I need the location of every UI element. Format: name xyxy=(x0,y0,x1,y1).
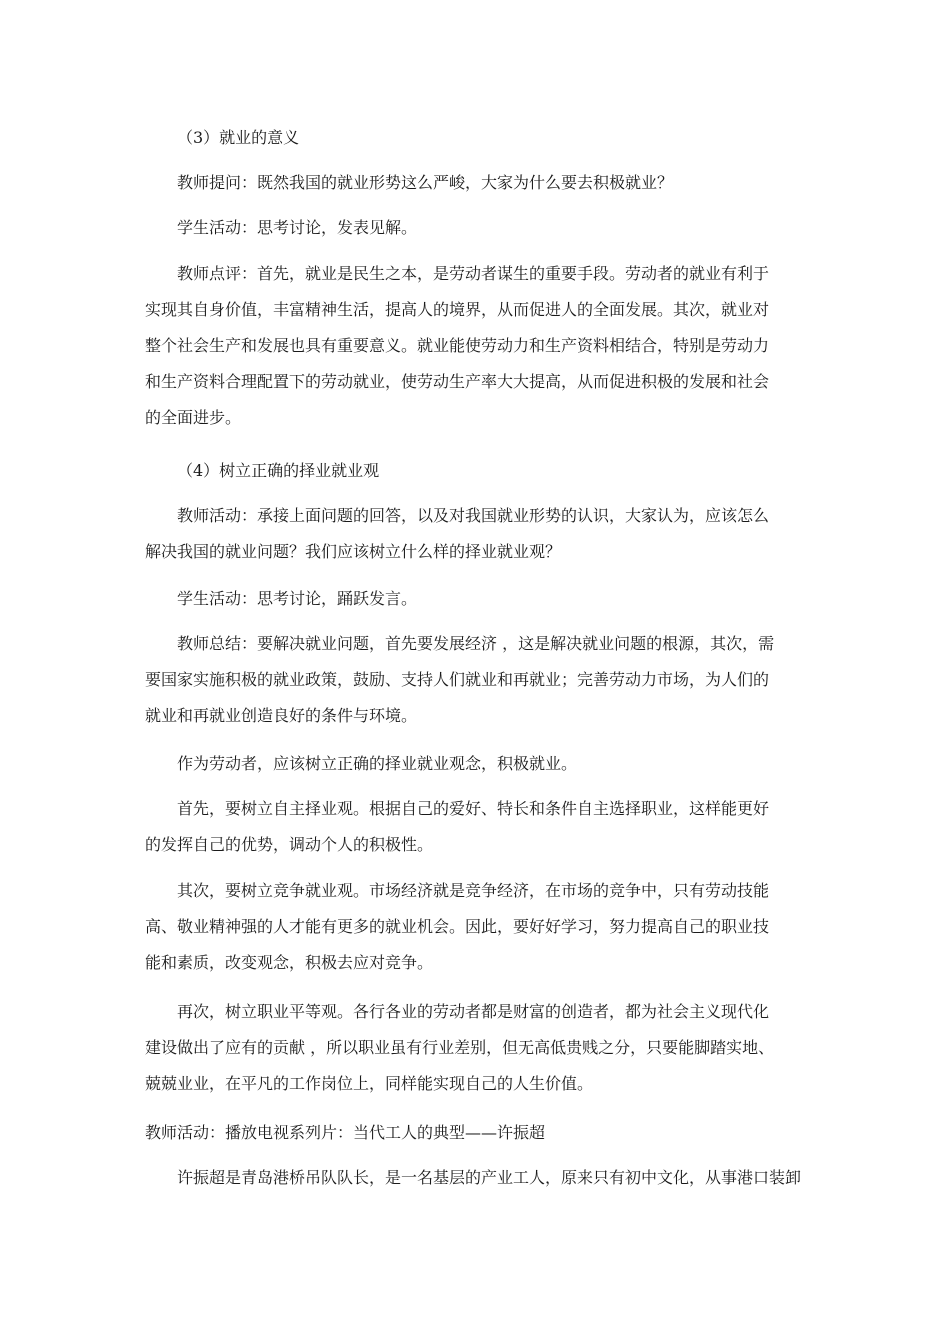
equality-paragraph xyxy=(145,994,805,1102)
text-line: 实现其自身价值，丰富精神生活，提高人的境界，从而促进人的全面发展。其次，就业对 xyxy=(145,300,770,319)
text-line: 高、敬业精神强的人才能有更多的就业机会。因此，要好好学习，努力提高自己的职业技 xyxy=(145,917,770,936)
self-choice-paragraph xyxy=(145,791,805,863)
text-line: （4）树立正确的择业就业观 xyxy=(177,461,380,480)
text-line: 要国家实施积极的就业政策，鼓励、支持人们就业和再就业；完善劳动力市场，为人们的 xyxy=(145,670,770,689)
text-line: 再次，树立职业平等观。各行各业的劳动者都是财富的创造者，都为社会主义现代化 xyxy=(177,1002,770,1021)
text-line: 兢兢业业，在平凡的工作岗位上，同样能实现自己的人生价值。 xyxy=(145,1074,594,1093)
text-line: 建设做出了应有的贡献 ，所以职业虽有行业差别，但无高低贵贱之分，只要能脚踏实地、 xyxy=(145,1038,775,1057)
text-line: 和生产资料合理配置下的劳动就业，使劳动生产率大大提高，从而促进积极的发展和社会 xyxy=(145,372,770,391)
text-line: 作为劳动者，应该树立正确的择业就业观念，积极就业。 xyxy=(177,754,578,773)
text-line: 教师点评：首先，就业是民生之本，是劳动者谋生的重要手段。劳动者的就业有利于 xyxy=(177,264,770,283)
text-line: 就业和再就业创造良好的条件与环境。 xyxy=(145,706,418,725)
text-line: 学生活动：思考讨论，发表见解。 xyxy=(177,218,418,237)
text-line: 许振超是青岛港桥吊队队长，是一名基层的产业工人，原来只有初中文化，从事港口装卸 xyxy=(177,1168,802,1187)
text-line: 能和素质，改变观念，积极去应对竞争。 xyxy=(145,953,434,972)
student-activity-paragraph xyxy=(145,210,837,246)
teacher-summary-paragraph xyxy=(145,626,805,734)
text-line: 其次，要树立竞争就业观。市场经济就是竞争经济，在市场的竞争中，只有劳动技能 xyxy=(177,881,770,900)
text-line: 教师活动：播放电视系列片：当代工人的典型——许振超 xyxy=(145,1123,546,1142)
text-line: 整个社会生产和发展也具有重要意义。就业能使劳动力和生产资料相结合，特别是劳动力 xyxy=(145,336,770,355)
video-activity-paragraph xyxy=(145,1115,805,1151)
text-line: 教师总结：要解决就业问题，首先要发展经济 ，这是解决就业问题的根源，其次，需 xyxy=(177,634,775,653)
text-line: 教师活动：承接上面问题的回答，以及对我国就业形势的认识，大家认为，应该怎么 xyxy=(177,506,770,525)
teacher-activity-paragraph xyxy=(145,498,805,570)
text-line: 教师提问：既然我国的就业形势这么严峻，大家为什么要去积极就业？ xyxy=(177,173,674,192)
competition-paragraph xyxy=(145,873,805,981)
text-line: 的全面进步。 xyxy=(145,408,242,427)
text-line: 学生活动：思考讨论，踊跃发言。 xyxy=(177,589,418,608)
section-heading-4 xyxy=(145,453,837,489)
text-line: （3）就业的意义 xyxy=(177,128,300,147)
xu-zhenchao-paragraph xyxy=(145,1160,837,1196)
text-line: 的发挥自己的优势，调动个人的积极性。 xyxy=(145,835,434,854)
teacher-comment-paragraph xyxy=(145,256,805,436)
teacher-question-paragraph xyxy=(145,165,837,201)
text-line: 解决我国的就业问题？我们应该树立什么样的择业就业观？ xyxy=(145,542,562,561)
student-activity-paragraph-2 xyxy=(145,581,837,617)
worker-concept-paragraph xyxy=(145,746,837,782)
text-line: 首先，要树立自主择业观。根据自己的爱好、特长和条件自主选择职业，这样能更好 xyxy=(177,799,770,818)
section-heading-3 xyxy=(145,120,837,156)
